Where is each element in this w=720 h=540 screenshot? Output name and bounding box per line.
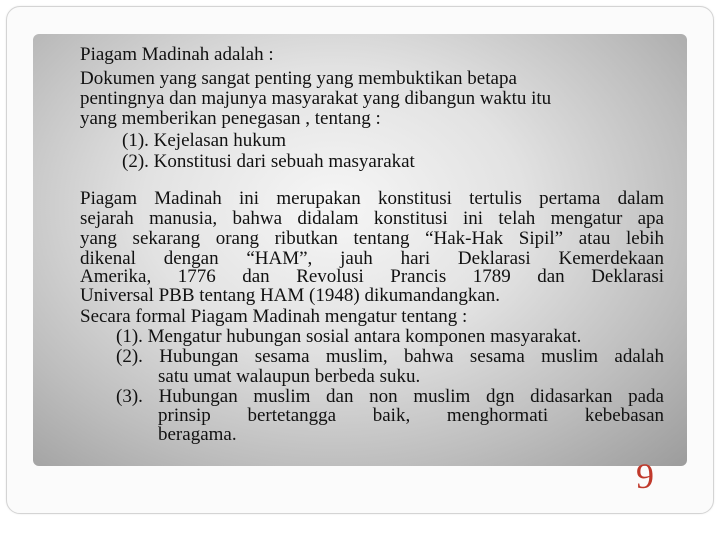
list-item: (3). Hubungan muslim dan non muslim dgn didasarkan pada <box>116 386 664 407</box>
intro-line: yang memberikan penegasan , tentang : <box>80 108 381 129</box>
paragraph-line: yang sekarang orang ributkan tentang “Hak-Hak Sipil” atau lebih <box>80 228 664 249</box>
paragraph-line: Secara formal Piagam Madinah mengatur tentang : <box>80 306 468 327</box>
intro-line: pentingnya dan majunya masyarakat yang dibangun waktu itu <box>80 88 552 109</box>
intro-heading: Piagam Madinah adalah : <box>80 44 274 65</box>
paragraph-line: Amerika, 1776 dan Revolusi Prancis 1789 dan Deklarasi <box>80 266 664 287</box>
paragraph-line: Piagam Madinah ini merupakan konstitusi tertulis pertama dalam <box>80 188 664 209</box>
paragraph-line: dikenal dengan “HAM”, jauh hari Deklarasi Kemerdekaan <box>80 248 664 269</box>
list-item: (2). Hubungan sesama muslim, bahwa sesama muslim adalah <box>116 346 664 367</box>
page-number: 9 <box>636 456 654 496</box>
list-item: (2). Konstitusi dari sebuah masyarakat <box>122 151 415 172</box>
list-item-continuation: beragama. <box>158 424 237 445</box>
list-item: (1). Kejelasan hukum <box>122 130 287 151</box>
paragraph-line: Universal PBB tentang HAM (1948) dikumandangkan. <box>80 285 501 306</box>
list-item-continuation: prinsip bertetangga baik, menghormati kebebasan <box>158 405 664 426</box>
list-item: (1). Mengatur hubungan sosial antara komponen masyarakat. <box>116 326 582 347</box>
paragraph-line: sejarah manusia, bahwa didalam konstitusi ini telah mengatur apa <box>80 208 664 229</box>
list-item-continuation: satu umat walaupun berbeda suku. <box>158 366 421 387</box>
intro-line: Dokumen yang sangat penting yang membuktikan betapa <box>80 68 517 89</box>
